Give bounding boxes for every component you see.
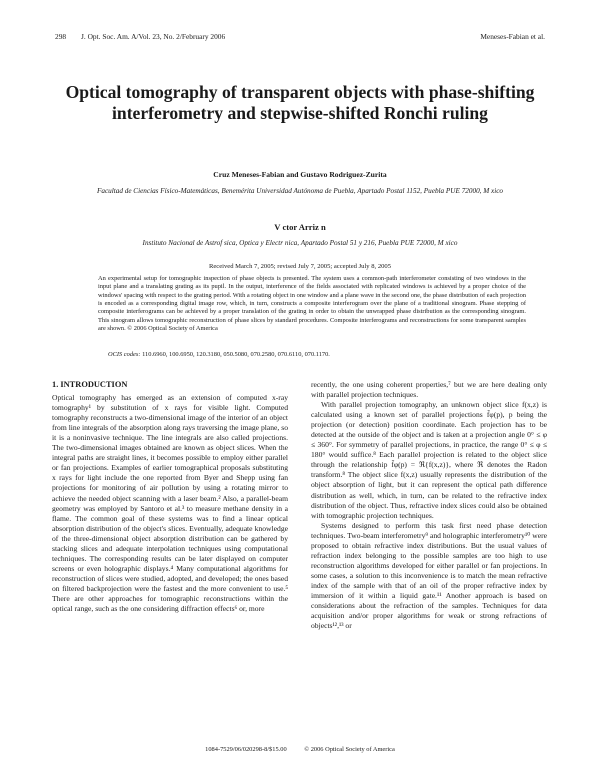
footer-code: 1084-7529/06/020298-8/$15.00 (205, 746, 287, 753)
received-dates: Received March 7, 2005; revised July 7, 2005; accepted July 8, 2005 (208, 263, 392, 270)
affiliation-2: Instituto Nacional de Astrof sica, Optica y Electr nica, Apartado Postal 51 y 216, Puebla PUE 72000, M xico (142, 239, 458, 247)
page-number: 298 (55, 32, 67, 41)
paper-title: Optical tomography of transparent objects with phase-shifting interferometry and stepwise-shifted Ronchi ruling (65, 82, 535, 123)
ocis-codes (108, 351, 528, 358)
footer-copyright: © 2006 Optical Society of America (304, 746, 395, 753)
column-right (311, 380, 547, 631)
ocis-values: 110.6960, 100.6950, 120.3180, 050.5080, 070.2580, 070.6110, 070.1170. (142, 351, 330, 358)
authors-line: Cruz Meneses-Fabian and Gustavo Rodriguez-Zurita (213, 170, 387, 179)
page-footer (60, 746, 540, 753)
abstract: An experimental setup for tomographic inspection of phase objects is presented. The system uses a common-path interferometer consisting of two windows in the input plane and a translating grating as its pupil. In the output, interference of the fields associated with replicated windows is achieved by a proper choice of the windows' spacing with respect to the grating period. With a rotating object in one window and a plane wave in the second one, the phase distribution of each projection is encoded as a corresponding digital image row, which, in turn, constructs a composite interferogram over the plane of a traditional sinogram. Phase stepping of composite interferograms can be achieved by a proper translation of the grating in order to obtain the unwrapped phase distribution as the corresponding sinogram. This sinogram allows tomographic reconstruction of phase slices by standard procedures. Composite interferograms and reconstructions for some transparent samples are shown. © 2006 Optical Society of America (98, 275, 526, 333)
column-left (52, 380, 288, 614)
ocis-label: OCIS codes: (108, 351, 141, 358)
section-heading: 1. INTRODUCTION (52, 380, 128, 389)
author-2: V ctor Arriz n (274, 222, 326, 232)
running-head-authors: Meneses-Fabian et al. (480, 32, 545, 41)
intro-paragraph-continued: recently, the one using coherent properties,⁷ but we are here dealing only with parallel projection techniques. (311, 380, 547, 400)
affiliation-1: Facultad de Ciencias Físico-Matemáticas, Benemérita Universidad Autónoma de Puebla, Apartado Postal 1152, Puebla PUE 72000, M xico (96, 187, 504, 195)
intro-paragraph-3: Systems designed to perform this task first need phase detection techniques. Two-beam interferometry⁹ and holographic interferometry¹⁰ were proposed to obtain refractive index distributions. But the usual values of refraction index belonging to the possible samples are too high to use reconstruction algorithms developed for either parallel or fan projections. In some cases, a solution to this inconvenience is to match the mean refractive index of the sample with that of an oil of the proper refractive index by immersion of it within a liquid gate.¹¹ Another approach is based on considerations about the refraction of the samples. Techniques for data acquisition and/or proper algorithms for weak or strong refractions of objects¹²,¹³ or (311, 520, 547, 631)
journal-citation: J. Opt. Soc. Am. A/Vol. 23, No. 2/February 2006 (81, 32, 226, 41)
intro-paragraph-1: Optical tomography has emerged as an extension of computed x-ray tomography¹ by substitution of x rays for visible light. Computed tomography reconstructs a two-dimensional image of the interior of an object from line integrals of the absorption along rays traversing the image plane, so it is a noninvasive technique. The line integrals are also called projections. The two-dimensional images obtained are known as object slices. When the integral paths are straight lines, it becomes possible to employ either parallel or fan projections. Examples of earlier tomographical proposals substituting x rays for light include the one reported from Byer and Shepp using fan projections for monitoring of air pollution by using a rotating mirror to achieve the needed object scanning with a laser beam.² Also, a parallel-beam geometry was employed by Santoro et al.³ to measure methane density in a flame. The common goal of these systems was to find a linear optical absorption distribution of the object's slices. Eventually, adequate knowledge of the three-dimensional object absorption distribution can be gathered by stacking slices and adequate interpolation techniques using computational techniques. The corresponding results can be later displayed on computer screens or even holographic displays.⁴ Many computational algorithms for reconstruction of slices were studied, adopted, and developed; the ones based on filtered backprojection were the fastest and the more convenient to use.⁵ There are other approaches for tomographic reconstructions within the optical range, such as the one considering diffraction effects⁶ or, more (52, 393, 288, 614)
running-head (55, 32, 545, 44)
intro-paragraph-2: With parallel projection tomography, an unknown object slice f(x,z) is calculated using a known set of parallel projections f̂φ(p), p being the projection (or detection) position coordinate. Each projection has to be detected at the outside of the object and is taken at a projection angle 0° ≤ φ ≤ 360°. For symmetry of parallel projections, in practice, the range 0° ≤ φ ≤ 180° would suffice.⁸ Each parallel projection is related to the object slice through the relationship f̂φ(p) = ℜ{f(x,z)}, where ℜ denotes the Radon transform.⁸ The object slice f(x,z) usually represents the distribution of the object absorption of light, but it can represent the optical path difference distribution as well, which, in turn, can be related to the refractive index distribution of the object. Thus, refractive index slices could also be obtained with tomographic projection techniques. (311, 400, 547, 520)
